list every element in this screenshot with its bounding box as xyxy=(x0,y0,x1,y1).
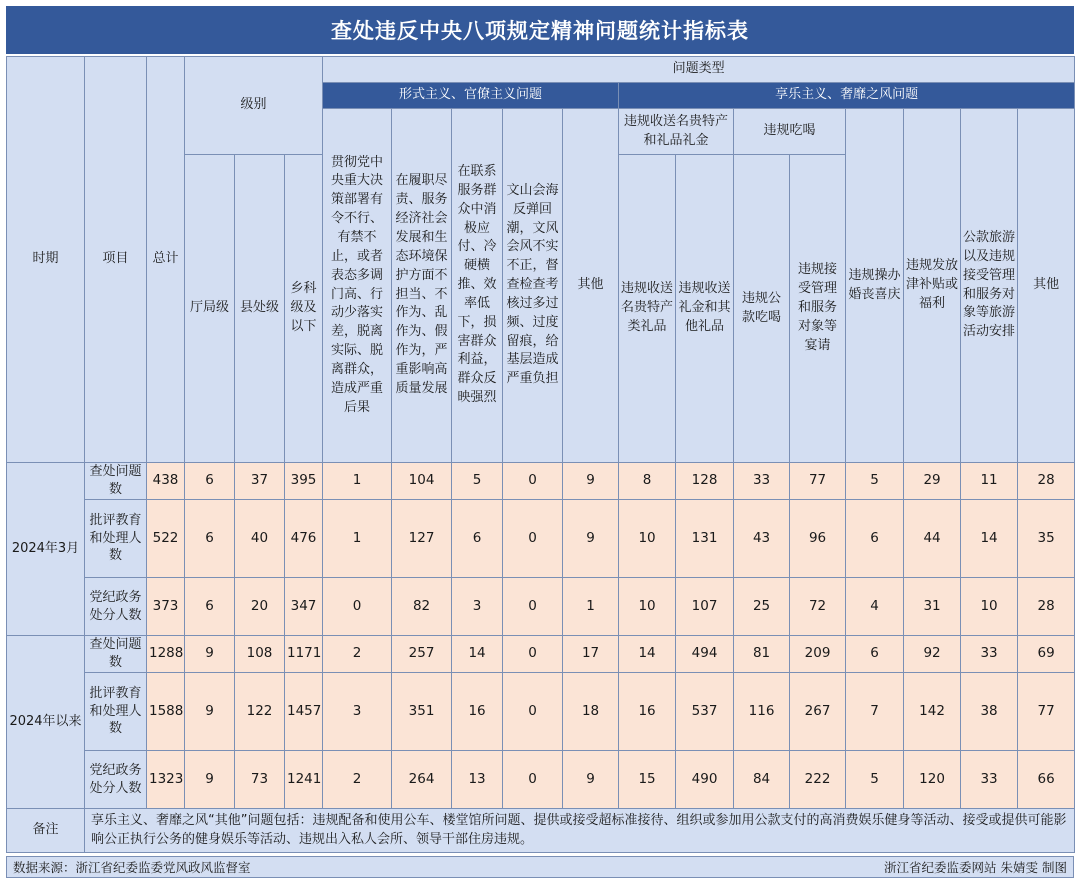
cell: 3 xyxy=(452,578,503,636)
cell: 1 xyxy=(563,578,619,636)
table-row xyxy=(7,463,1075,500)
cell: 28 xyxy=(1018,463,1075,500)
cell: 108 xyxy=(235,636,285,673)
cell: 264 xyxy=(392,751,452,809)
cell: 5 xyxy=(452,463,503,500)
row-label: 批评教育和处理人数 xyxy=(85,673,147,751)
cell: 2 xyxy=(323,636,392,673)
table-row xyxy=(7,500,1075,578)
cell: 131 xyxy=(676,500,734,578)
cell: 0 xyxy=(503,578,563,636)
row-label: 查处问题数 xyxy=(85,636,147,673)
col-header-allowances: 违规发放津补贴或福利 xyxy=(904,109,961,463)
period-label: 2024年以来 xyxy=(7,636,85,809)
cell: 107 xyxy=(676,578,734,636)
cell: 72 xyxy=(790,578,846,636)
cell: 38 xyxy=(961,673,1018,751)
table-row xyxy=(7,673,1075,751)
cell: 522 xyxy=(147,500,185,578)
col-header-public-travel: 公款旅游以及违规接受管理和服务对象等旅游活动安排 xyxy=(961,109,1018,463)
note-text: 享乐主义、奢靡之风“其他”问题包括：违规配备和使用公车、楼堂馆所问题、提供或接受超标准接待、组织或参加用公款支付的高消费娱乐健身等活动、接受或提供可能影响公正执行公务的健身娱乐等活动、违规出入私人会所、领导干部住房违规。 xyxy=(85,809,1075,853)
header-hedonism: 享乐主义、奢靡之风问题 xyxy=(619,83,1075,109)
header-formalism: 形式主义、官僚主义问题 xyxy=(323,83,619,109)
cell: 33 xyxy=(734,463,790,500)
cell: 44 xyxy=(904,500,961,578)
cell: 15 xyxy=(619,751,676,809)
cell: 31 xyxy=(904,578,961,636)
cell: 128 xyxy=(676,463,734,500)
cell: 2 xyxy=(323,751,392,809)
cell: 33 xyxy=(961,751,1018,809)
cell: 66 xyxy=(1018,751,1075,809)
cell: 13 xyxy=(452,751,503,809)
header-total: 总计 xyxy=(147,57,185,463)
cell: 43 xyxy=(734,500,790,578)
col-header-public-dining: 违规公款吃喝 xyxy=(734,155,790,463)
col-header-formalism-other: 其他 xyxy=(563,109,619,463)
cell: 9 xyxy=(563,500,619,578)
header-period: 时期 xyxy=(7,57,85,463)
cell: 127 xyxy=(392,500,452,578)
cell: 14 xyxy=(619,636,676,673)
cell: 81 xyxy=(734,636,790,673)
col-header-gift-specialty: 违规收送名贵特产类礼品 xyxy=(619,155,676,463)
col-header-weddings-funerals: 违规操办婚丧喜庆 xyxy=(846,109,904,463)
header-problem-type: 问题类型 xyxy=(323,57,1075,83)
cell: 16 xyxy=(452,673,503,751)
cell: 494 xyxy=(676,636,734,673)
col-header-formalism-1: 贯彻党中央重大决策部署有令不行、有禁不止，或者表态多调门高、行动少落实差，脱离实际、脱离群众，造成严重后果 xyxy=(323,109,392,463)
cell: 6 xyxy=(185,578,235,636)
col-header-level-xian: 县处级 xyxy=(235,155,285,463)
cell: 29 xyxy=(904,463,961,500)
cell: 490 xyxy=(676,751,734,809)
cell: 77 xyxy=(790,463,846,500)
header-gift-group: 违规收送名贵特产和礼品礼金 xyxy=(619,109,734,155)
cell: 122 xyxy=(235,673,285,751)
cell: 1241 xyxy=(285,751,323,809)
col-header-formalism-4: 文山会海反弹回潮，文风会风不实不正，督查检查考核过多过频、过度留痕，给基层造成严重负担 xyxy=(503,109,563,463)
cell: 92 xyxy=(904,636,961,673)
cell: 6 xyxy=(185,463,235,500)
cell: 14 xyxy=(961,500,1018,578)
cell: 222 xyxy=(790,751,846,809)
cell: 10 xyxy=(961,578,1018,636)
cell: 209 xyxy=(790,636,846,673)
cell: 257 xyxy=(392,636,452,673)
cell: 6 xyxy=(452,500,503,578)
cell: 1 xyxy=(323,463,392,500)
cell: 7 xyxy=(846,673,904,751)
cell: 5 xyxy=(846,463,904,500)
cell: 476 xyxy=(285,500,323,578)
cell: 1171 xyxy=(285,636,323,673)
col-header-hedonism-other: 其他 xyxy=(1018,109,1075,463)
credit: 浙江省纪委监委网站 朱婧雯 制图 xyxy=(884,860,1067,875)
cell: 104 xyxy=(392,463,452,500)
cell: 28 xyxy=(1018,578,1075,636)
cell: 3 xyxy=(323,673,392,751)
cell: 6 xyxy=(846,500,904,578)
cell: 96 xyxy=(790,500,846,578)
cell: 11 xyxy=(961,463,1018,500)
table-row xyxy=(7,751,1075,809)
row-label: 批评教育和处理人数 xyxy=(85,500,147,578)
table-row xyxy=(7,578,1075,636)
footer xyxy=(6,856,1074,878)
cell: 33 xyxy=(961,636,1018,673)
cell: 16 xyxy=(619,673,676,751)
cell: 4 xyxy=(846,578,904,636)
col-header-banquets: 违规接受管理和服务对象等宴请 xyxy=(790,155,846,463)
cell: 82 xyxy=(392,578,452,636)
cell: 0 xyxy=(503,500,563,578)
cell: 116 xyxy=(734,673,790,751)
row-label: 党纪政务处分人数 xyxy=(85,751,147,809)
cell: 0 xyxy=(503,751,563,809)
cell: 20 xyxy=(235,578,285,636)
note-row xyxy=(7,809,1075,853)
cell: 142 xyxy=(904,673,961,751)
col-header-level-ting: 厅局级 xyxy=(185,155,235,463)
note-label: 备注 xyxy=(7,809,85,853)
cell: 6 xyxy=(185,500,235,578)
cell: 395 xyxy=(285,463,323,500)
cell: 0 xyxy=(503,636,563,673)
cell: 77 xyxy=(1018,673,1075,751)
col-header-gift-money: 违规收送礼金和其他礼品 xyxy=(676,155,734,463)
cell: 120 xyxy=(904,751,961,809)
cell: 9 xyxy=(563,751,619,809)
cell: 0 xyxy=(503,673,563,751)
cell: 438 xyxy=(147,463,185,500)
cell: 1 xyxy=(323,500,392,578)
header-dining-group: 违规吃喝 xyxy=(734,109,846,155)
table-row xyxy=(7,636,1075,673)
cell: 84 xyxy=(734,751,790,809)
col-header-formalism-3: 在联系服务群众中消极应付、冷硬横推、效率低下，损害群众利益，群众反映强烈 xyxy=(452,109,503,463)
cell: 10 xyxy=(619,500,676,578)
cell: 0 xyxy=(323,578,392,636)
cell: 1323 xyxy=(147,751,185,809)
page-title: 查处违反中央八项规定精神问题统计指标表 xyxy=(6,6,1074,54)
cell: 10 xyxy=(619,578,676,636)
cell: 0 xyxy=(503,463,563,500)
stats-table xyxy=(6,56,1075,853)
data-source: 数据来源：浙江省纪委监委党风政风监督室 xyxy=(13,860,251,875)
cell: 373 xyxy=(147,578,185,636)
cell: 9 xyxy=(185,751,235,809)
cell: 9 xyxy=(185,636,235,673)
col-header-formalism-2: 在履职尽责、服务经济社会发展和生态环境保护方面不担当、不作为、乱作为、假作为，严重影响高质量发展 xyxy=(392,109,452,463)
period-label: 2024年3月 xyxy=(7,463,85,636)
cell: 9 xyxy=(563,463,619,500)
header-item: 项目 xyxy=(85,57,147,463)
cell: 6 xyxy=(846,636,904,673)
row-label: 党纪政务处分人数 xyxy=(85,578,147,636)
cell: 14 xyxy=(452,636,503,673)
cell: 5 xyxy=(846,751,904,809)
row-label: 查处问题数 xyxy=(85,463,147,500)
cell: 25 xyxy=(734,578,790,636)
cell: 40 xyxy=(235,500,285,578)
header-level: 级别 xyxy=(185,57,323,155)
cell: 35 xyxy=(1018,500,1075,578)
cell: 347 xyxy=(285,578,323,636)
cell: 37 xyxy=(235,463,285,500)
col-header-level-xiang: 乡科级及以下 xyxy=(285,155,323,463)
cell: 267 xyxy=(790,673,846,751)
cell: 351 xyxy=(392,673,452,751)
cell: 8 xyxy=(619,463,676,500)
cell: 73 xyxy=(235,751,285,809)
cell: 1457 xyxy=(285,673,323,751)
cell: 69 xyxy=(1018,636,1075,673)
cell: 17 xyxy=(563,636,619,673)
cell: 1588 xyxy=(147,673,185,751)
cell: 18 xyxy=(563,673,619,751)
cell: 9 xyxy=(185,673,235,751)
cell: 1288 xyxy=(147,636,185,673)
cell: 537 xyxy=(676,673,734,751)
